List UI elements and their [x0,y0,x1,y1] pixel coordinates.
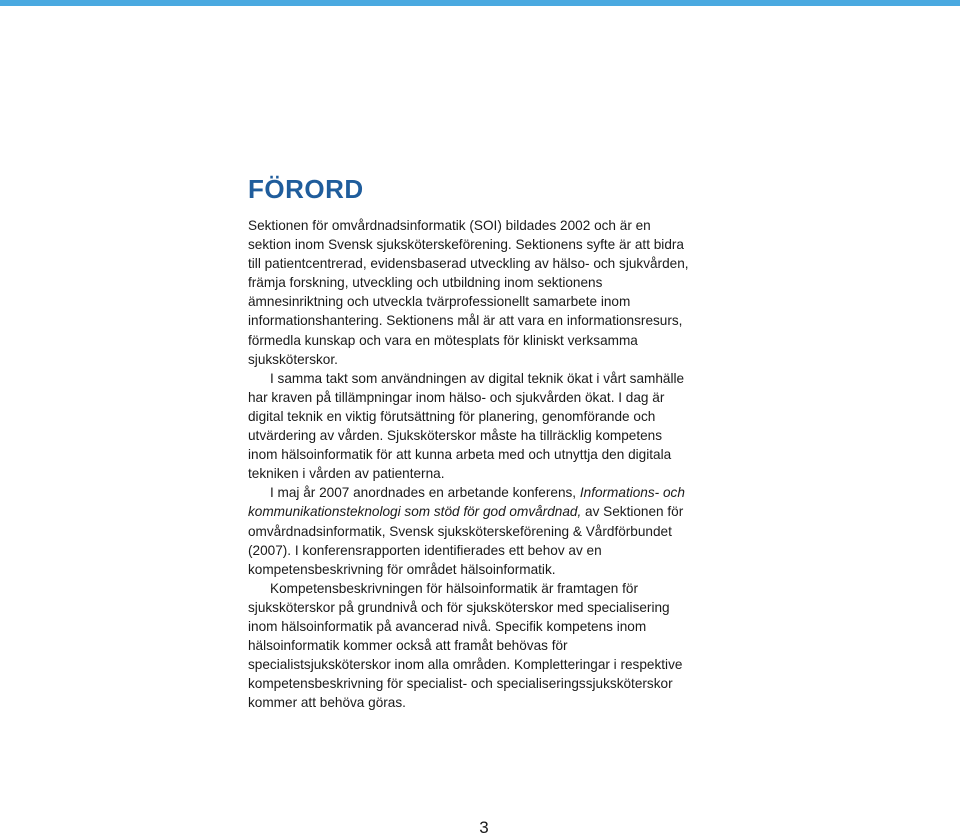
conference-title: Informations- och kommunikationsteknologi som stöd för god omvårdnad, [248,485,685,520]
paragraph-digital-technology: I samma takt som användningen av digital teknik ökat i vårt samhälle har kraven på tillämpningar inom hälso- och sjukvården ökat. I dag är digital teknik en viktig förutsättning för planering, genomförande och utvärdering av vården. Sjuksköterskor måste ha tillräcklig kompetens inom hälsoinformatik för att kunna arbeta med och utnyttja den digitala tekniken i vården av patienterna. [248,370,685,482]
page-content [248,172,693,712]
paragraph-intro: Sektionen för omvårdnadsinformatik (SOI) bildades 2002 och är en sektion inom Svensk sjuksköterskeförening. Sektionens syfte är att bidra till patientcentrerad, evidensbaserad utveckling av hälso- och sjukvården, främja forskning, utveckling och utbildning inom sektionens ämnesinriktning och utveckla tvärprofessionellt samarbete inom informationshantering. Sektionens mål är att vara en informationsresurs, förmedla kunskap och vara en mötesplats för kliniskt verksamma sjuksköterskor. [248,218,689,367]
paragraph-conference [248,483,693,578]
top-color-band [0,0,960,6]
paragraph-competence-description: Kompetensbeskrivningen för hälsoinformatik är framtagen för sjuksköterskor på grundnivå och för sjuksköterskor med specialisering inom hälsoinformatik på avancerad nivå. Specifik kompetens inom hälsoinformatik kommer också att framåt behövas för specialistsjuksköterskor inom alla områden. Kompletteringar i respektive kompetensbeskrivning för specialist- och specialiseringssjuksköterskor kommer att behöva göras. [248,580,683,711]
page-title: FÖRORD [248,174,364,204]
page-number: 3 [479,818,489,837]
paragraph-conference-text-start: I maj år 2007 anordnades en arbetande konferens, [270,485,580,501]
paragraph-conference-text-end: av Sektionen för omvårdnadsinformatik, Svensk sjuksköterskeförening & Vårdförbundet (2007). I konferensrapporten identifierades ett behov av en kompetensbeskrivning för området hälsoinformatik. [248,504,684,577]
